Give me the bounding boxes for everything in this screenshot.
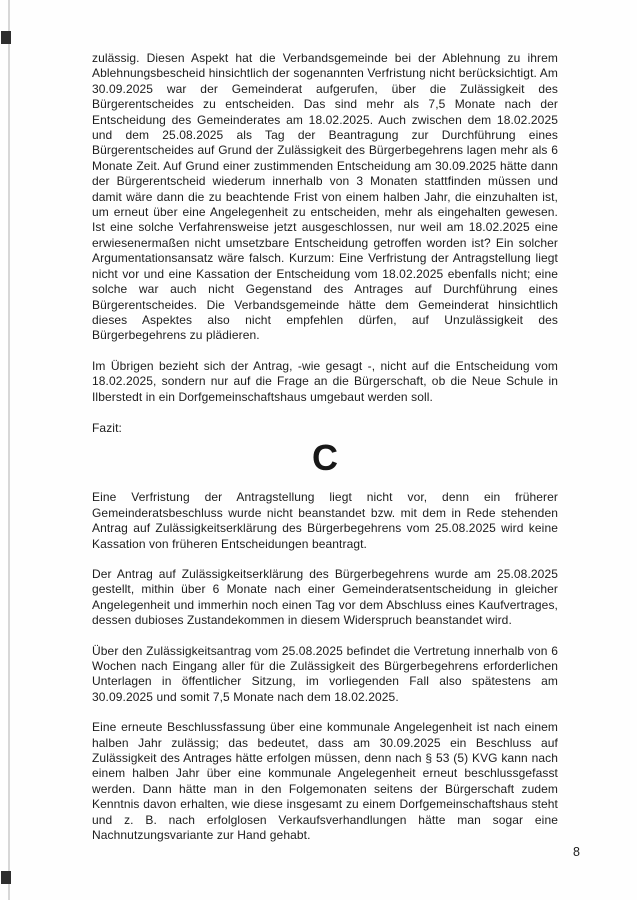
body-paragraph-5: Über den Zulässigkeitsantrag vom 25.08.2025 befindet die Vertretung innerhalb von 6 Wochen nach Eingang aller für die Zulässigkeit des Bürgerbegehrens erforderlichen Unterlagen in öffentlicher Sitzung, im vorliegenden Fall also spätestens am 30.09.2025 und somit 7,5 Monate nach dem 18.02.2025. <box>92 643 558 704</box>
scan-artifact-top-left <box>1 31 11 44</box>
body-paragraph-3: Eine Verfristung der Antragstellung liegt nicht vor, denn ein früherer Gemeinderatsbeschluss wurde nicht beanstandet bzw. mit dem in Rede stehenden Antrag auf Zulässigkeitserklärung des Bürgerbegehrens vom 25.08.2025 wird keine Kassation von früheren Entscheidungen beantragt. <box>92 490 558 551</box>
section-heading-c: C <box>312 437 338 479</box>
page-number: 8 <box>573 845 580 859</box>
scan-edge-line <box>8 0 10 900</box>
body-paragraph-1: zulässig. Diesen Aspekt hat die Verbandsgemeinde bei der Ablehnung zu ihrem Ablehnungsbescheid hinsichtlich der sogenannten Verfristung nicht berücksichtigt. Am 30.09.2025 war der Gemeinderat aufgerufen, über die Zulässigkeit des Bürgerentscheides zu entscheiden. Das sind mehr als 7,5 Monate nach der Entscheidung des Gemeinderates am 18.02.2025. Auch zwischen dem 18.02.2025 und dem 25.08.2025 als Tag der Beantragung zur Durchführung eines Bürgerentscheides auf Grund der Zulässigkeit des Bürgerbegehrens lagen mehr als 6 Monate Zeit. Auf Grund einer zustimmenden Entscheidung am 30.09.2025 hätte dann der Bürgerentscheid wiederum innerhalb von 3 Monaten stattfinden müssen und damit wäre dann die zu beachtende Frist von einem halben Jahr, die einzuhalten ist, um erneut über eine Angelegenheit zu entscheiden, mehr als eingehalten gewesen. Ist eine solche Verfahrensweise jetzt ausgeschlossen, nur weil am 18.02.2025 eine erwiesenermaßen nicht umsetzbare Entscheidung getroffen worden ist? Ein solcher Argumentationsansatz wäre falsch. Kurzum: Eine Verfristung der Antragstellung liegt nicht vor und eine Kassation der Entscheidung vom 18.02.2025 ebenfalls nicht; eine solche war auch nicht Gegenstand des Antrages auf Durchführung eines Bürgerentscheides. Die Verbandsgemeinde hätte dem Gemeinderat hinsichtlich dieses Aspektes also nicht empfehlen dürfen, auf Unzulässigkeit des Bürgerbegehrens zu plädieren. <box>92 51 558 343</box>
body-paragraph-6: Eine erneute Beschlussfassung über eine kommunale Angelegenheit ist nach einem halben Jahr zulässig; das bedeutet, dass am 30.09.2025 ein Beschluss auf Zulässigkeit des Antrages hätte erfolgen müssen, denn nach § 53 (5) KVG kann nach einem halben Jahr über eine kommunale Angelegenheit erneut beschlussgefasst werden. Dann hätte man in den Folgemonaten seitens der Bürgerschaft zudem Kenntnis davon erhalten, wie diese insgesamt zu einem Dorfgemeinschaftshaus steht und z. B. nach erfolglosen Verkaufsverhandlungen hätte man sogar eine Nachnutzungsvariante zur Hand gehabt. <box>92 720 558 843</box>
body-paragraph-4: Der Antrag auf Zulässigkeitserklärung des Bürgerbegehrens wurde am 25.08.2025 gestellt, mithin über 6 Monate nach einer Gemeinderatsentscheidung in gleicher Angelegenheit und immerhin noch einen Tag vor dem Abschluss eines Kaufvertrages, dessen dubioses Zustandekommen in diesem Widerspruch beanstandet wird. <box>92 566 558 628</box>
fazit-label: Fazit: <box>92 420 122 435</box>
body-paragraph-2: Im Übrigen bezieht sich der Antrag, -wie gesagt -, nicht auf die Entscheidung vom 18.02.2025, sondern nur auf die Frage an die Bürgerschaft, ob die Neue Schule in Ilberstedt in ein Dorfgemeinschaftshaus umgebaut werden soll. <box>92 358 558 404</box>
scan-artifact-bottom-left <box>1 871 11 884</box>
text-column <box>92 51 558 858</box>
